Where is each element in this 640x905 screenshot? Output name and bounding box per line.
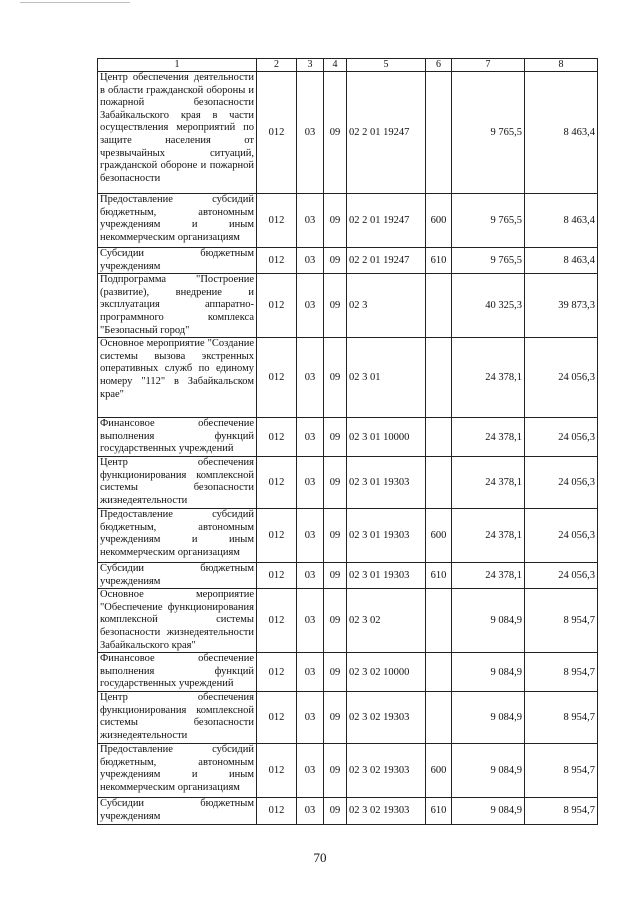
row-target-article: 02 3 (347, 274, 426, 338)
row-ministry-code: 012 (257, 456, 297, 508)
row-target-article: 02 3 01 19303 (347, 456, 426, 508)
row-amount-col8: 8 954,7 (525, 691, 598, 743)
row-section-code: 03 (297, 562, 324, 588)
table-row (98, 508, 598, 562)
row-target-article: 02 3 02 19303 (347, 691, 426, 743)
table-row (98, 418, 598, 457)
row-expense-type: 610 (426, 248, 452, 274)
table-row (98, 589, 598, 653)
row-name: Центр обеспечения функционирования комплексной системы безопасности жизнедеятельности (98, 691, 257, 743)
row-amount-col7: 24 378,1 (452, 562, 525, 588)
header-cell: 3 (297, 59, 324, 72)
row-target-article: 02 2 01 19247 (347, 248, 426, 274)
row-expense-type: 610 (426, 797, 452, 824)
row-name: Финансовое обеспечение выполнения функций государственных учреждений (98, 653, 257, 692)
row-name: Субсидии бюджетным учреждениям (98, 797, 257, 824)
row-subsection-code: 09 (324, 418, 347, 457)
row-section-code: 03 (297, 338, 324, 418)
row-name: Основное мероприятие "Обеспечение функционирования комплексной системы безопасности жизнедеятельности Забайкальского края" (98, 589, 257, 653)
row-name: Финансовое обеспечение выполнения функций государственных учреждений (98, 418, 257, 457)
row-expense-type: 600 (426, 194, 452, 248)
row-amount-col7: 40 325,3 (452, 274, 525, 338)
row-amount-col7: 9 084,9 (452, 743, 525, 797)
row-target-article: 02 3 02 10000 (347, 653, 426, 692)
row-expense-type: 600 (426, 743, 452, 797)
row-subsection-code: 09 (324, 797, 347, 824)
row-subsection-code: 09 (324, 653, 347, 692)
row-ministry-code: 012 (257, 653, 297, 692)
row-ministry-code: 012 (257, 691, 297, 743)
row-expense-type (426, 338, 452, 418)
row-expense-type (426, 589, 452, 653)
table-row (98, 338, 598, 418)
row-section-code: 03 (297, 418, 324, 457)
row-expense-type (426, 274, 452, 338)
row-subsection-code: 09 (324, 274, 347, 338)
row-name: Предоставление субсидий бюджетным, автономным учреждениям и иным некоммерческим организациям (98, 508, 257, 562)
row-section-code: 03 (297, 691, 324, 743)
row-expense-type (426, 691, 452, 743)
row-subsection-code: 09 (324, 456, 347, 508)
row-subsection-code: 09 (324, 508, 347, 562)
row-target-article: 02 3 01 (347, 338, 426, 418)
row-section-code: 03 (297, 72, 324, 194)
row-amount-col7: 9 084,9 (452, 691, 525, 743)
row-name: Субсидии бюджетным учреждениям (98, 562, 257, 588)
row-name: Предоставление субсидий бюджетным, автономным учреждениям и иным некоммерческим организациям (98, 194, 257, 248)
row-ministry-code: 012 (257, 248, 297, 274)
row-subsection-code: 09 (324, 248, 347, 274)
row-target-article: 02 2 01 19247 (347, 194, 426, 248)
row-subsection-code: 09 (324, 589, 347, 653)
row-expense-type (426, 72, 452, 194)
row-target-article: 02 3 02 19303 (347, 797, 426, 824)
budget-table (97, 58, 598, 825)
row-amount-col8: 8 954,7 (525, 589, 598, 653)
row-ministry-code: 012 (257, 508, 297, 562)
row-subsection-code: 09 (324, 72, 347, 194)
row-amount-col7: 9 765,5 (452, 72, 525, 194)
row-amount-col7: 24 378,1 (452, 418, 525, 457)
row-section-code: 03 (297, 194, 324, 248)
header-cell: 8 (525, 59, 598, 72)
row-name: Субсидии бюджетным учреждениям (98, 248, 257, 274)
row-ministry-code: 012 (257, 418, 297, 457)
table-row (98, 274, 598, 338)
table-row (98, 562, 598, 588)
table-row (98, 743, 598, 797)
header-cell: 2 (257, 59, 297, 72)
row-ministry-code: 012 (257, 562, 297, 588)
row-ministry-code: 012 (257, 274, 297, 338)
table-row (98, 797, 598, 824)
row-expense-type: 610 (426, 562, 452, 588)
scan-artifact-line (20, 2, 130, 3)
row-subsection-code: 09 (324, 691, 347, 743)
table-row (98, 456, 598, 508)
row-expense-type (426, 653, 452, 692)
row-amount-col8: 39 873,3 (525, 274, 598, 338)
row-amount-col8: 24 056,3 (525, 508, 598, 562)
row-name: Основное мероприятие "Создание системы вызова экстренных оперативных служб по единому номеру "112" в Забайкальском крае" (98, 338, 257, 418)
row-ministry-code: 012 (257, 743, 297, 797)
row-subsection-code: 09 (324, 194, 347, 248)
row-ministry-code: 012 (257, 194, 297, 248)
row-name: Подпрограмма "Построение (развитие), внедрение и эксплуатация аппаратно-программного комплекса "Безопасный город" (98, 274, 257, 338)
row-amount-col7: 9 084,9 (452, 589, 525, 653)
row-expense-type (426, 456, 452, 508)
row-subsection-code: 09 (324, 338, 347, 418)
header-cell: 1 (98, 59, 257, 72)
row-section-code: 03 (297, 589, 324, 653)
row-amount-col8: 8 463,4 (525, 248, 598, 274)
header-cell: 6 (426, 59, 452, 72)
table-row (98, 691, 598, 743)
header-cell: 7 (452, 59, 525, 72)
row-name: Предоставление субсидий бюджетным, автономным учреждениям и иным некоммерческим организациям (98, 743, 257, 797)
row-name: Центр обеспечения функционирования комплексной системы безопасности жизнедеятельности (98, 456, 257, 508)
row-section-code: 03 (297, 248, 324, 274)
row-amount-col8: 8 954,7 (525, 653, 598, 692)
row-section-code: 03 (297, 797, 324, 824)
table-row (98, 72, 598, 194)
row-target-article: 02 3 02 19303 (347, 743, 426, 797)
header-cell: 4 (324, 59, 347, 72)
row-amount-col7: 24 378,1 (452, 338, 525, 418)
row-section-code: 03 (297, 456, 324, 508)
row-section-code: 03 (297, 743, 324, 797)
row-amount-col7: 9 084,9 (452, 797, 525, 824)
row-amount-col8: 8 954,7 (525, 743, 598, 797)
row-expense-type: 600 (426, 508, 452, 562)
row-amount-col8: 24 056,3 (525, 338, 598, 418)
row-section-code: 03 (297, 508, 324, 562)
row-section-code: 03 (297, 274, 324, 338)
row-amount-col7: 9 765,5 (452, 248, 525, 274)
row-amount-col7: 9 765,5 (452, 194, 525, 248)
row-target-article: 02 3 01 19303 (347, 562, 426, 588)
row-amount-col8: 24 056,3 (525, 562, 598, 588)
header-cell: 5 (347, 59, 426, 72)
table-row (98, 653, 598, 692)
page-number: 70 (313, 850, 327, 865)
row-section-code: 03 (297, 653, 324, 692)
row-amount-col8: 8 463,4 (525, 72, 598, 194)
row-target-article: 02 3 01 10000 (347, 418, 426, 457)
row-subsection-code: 09 (324, 562, 347, 588)
row-expense-type (426, 418, 452, 457)
row-target-article: 02 3 01 19303 (347, 508, 426, 562)
row-amount-col7: 9 084,9 (452, 653, 525, 692)
row-amount-col8: 24 056,3 (525, 418, 598, 457)
row-ministry-code: 012 (257, 72, 297, 194)
table-header-row (98, 59, 598, 72)
row-amount-col8: 24 056,3 (525, 456, 598, 508)
row-amount-col8: 8 954,7 (525, 797, 598, 824)
row-amount-col7: 24 378,1 (452, 508, 525, 562)
row-subsection-code: 09 (324, 743, 347, 797)
row-amount-col7: 24 378,1 (452, 456, 525, 508)
table-row (98, 248, 598, 274)
table-row (98, 194, 598, 248)
row-ministry-code: 012 (257, 589, 297, 653)
row-name: Центр обеспечения деятельности в области гражданской обороны и пожарной безопасности Забайкальского края в части осуществления мероприятий по защите населения от чрезвычайных ситуаций, гражданской обороне и пожарной безопасности (98, 72, 257, 194)
row-ministry-code: 012 (257, 338, 297, 418)
row-ministry-code: 012 (257, 797, 297, 824)
row-target-article: 02 2 01 19247 (347, 72, 426, 194)
row-target-article: 02 3 02 (347, 589, 426, 653)
row-amount-col8: 8 463,4 (525, 194, 598, 248)
